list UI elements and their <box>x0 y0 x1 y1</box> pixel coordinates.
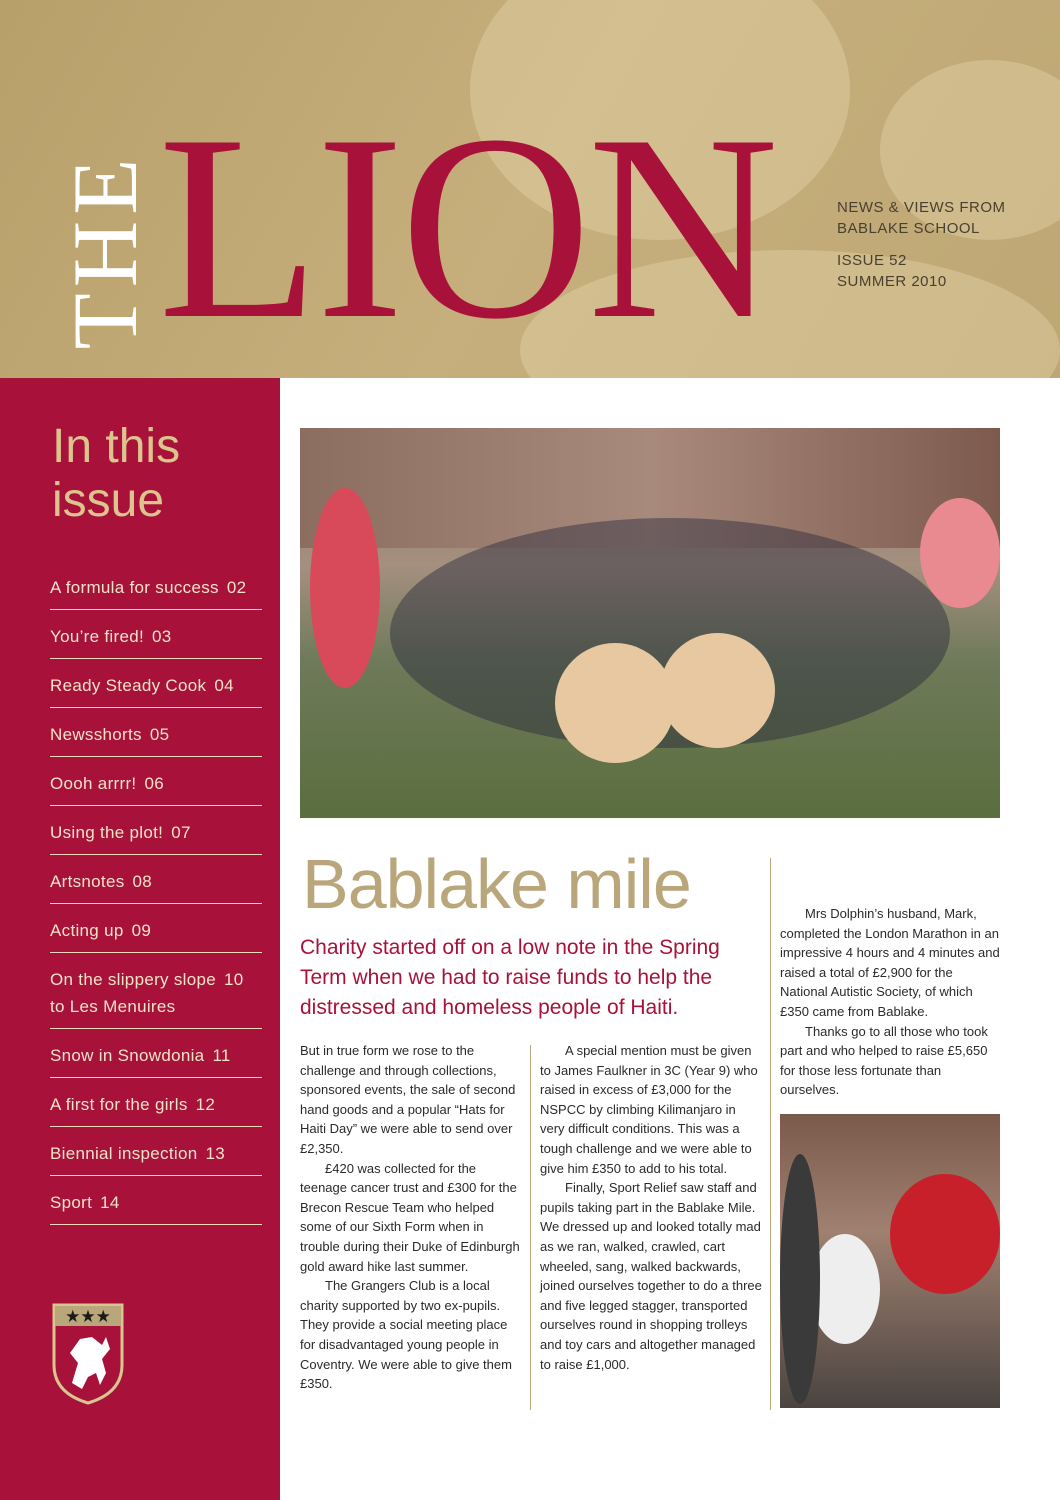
contents-item-label: Using the plot! <box>50 823 164 842</box>
school-crest-icon <box>52 1303 124 1405</box>
article-paragraph: But in true form we rose to the challenge and through collections, sponsored events, the sale of second hand goods and a popular “Hats for Haiti Day” we were able to send over £2,350. <box>300 1043 516 1156</box>
contents-item[interactable] <box>50 1187 262 1225</box>
contents-title <box>52 420 180 528</box>
issue-season: SUMMER 2010 <box>837 273 947 290</box>
contents-item-label: A first for the girls <box>50 1095 188 1114</box>
contents-item-label: Newsshorts <box>50 725 142 744</box>
contents-item-page: 02 <box>226 578 247 597</box>
contents-item-label: Ready Steady Cook <box>50 676 207 695</box>
contents-item-page: 07 <box>171 823 191 842</box>
contents-item-label: Biennial inspection <box>50 1144 198 1163</box>
contents-item-page: 09 <box>131 921 152 940</box>
contents-title-line2: issue <box>52 474 165 527</box>
contents-item-label: You’re fired! <box>50 627 144 646</box>
contents-item[interactable] <box>50 670 262 708</box>
masthead-the: THE <box>54 152 156 350</box>
contents-item-page: 03 <box>152 627 172 646</box>
contents-item-label: On the slippery slope <box>50 970 216 989</box>
column-divider <box>530 1045 531 1410</box>
contents-item-page: 14 <box>100 1193 120 1212</box>
contents-item-page: 06 <box>144 774 164 793</box>
contents-item-label: Artsnotes <box>50 872 125 891</box>
article-paragraph: A special mention must be given to James Faulkner in 3C (Year 9) who raised in excess of £3,000 for the NSPCC by climbing Kilimanjaro in very difficult conditions. This was a tough challenge and we were able to give him £350 to add to his total. <box>540 1043 758 1176</box>
svg-text:★★★: ★★★ <box>65 1307 111 1327</box>
contents-item-page: 12 <box>195 1095 216 1114</box>
contents-item[interactable] <box>50 866 262 904</box>
article-column-1 <box>300 1041 522 1394</box>
contents-item[interactable] <box>50 1089 262 1127</box>
contents-item-page: 10 <box>224 970 244 989</box>
contents-item[interactable] <box>50 572 262 610</box>
contents-item-label: Oooh arrrr! <box>50 774 137 793</box>
article-paragraph: Mrs Dolphin’s husband, Mark, completed the London Marathon in an impressive 4 hours and 4 minutes and raised a total of £2,900 for the National Autistic Society, of which £350 came from Bablake. <box>780 906 1000 1019</box>
contents-item[interactable] <box>50 915 262 953</box>
article-headline: Bablake mile <box>302 845 691 923</box>
contents-item[interactable] <box>50 1040 262 1078</box>
contents-item-label: Sport <box>50 1193 93 1212</box>
column-divider <box>770 858 771 1410</box>
contents-item-label: Snow in Snowdonia <box>50 1046 205 1065</box>
contents-item[interactable] <box>50 719 262 757</box>
article-paragraph: The Grangers Club is a local charity supported by two ex-pupils. They provide a social meeting place for disadvantaged young people in Coventry. We were able to give them £350. <box>300 1278 512 1392</box>
article-column-2 <box>540 1041 762 1374</box>
contents-item-label-line2: to Les Menuires <box>50 997 176 1016</box>
article-column-3 <box>780 904 1002 1100</box>
contents-item-page: 11 <box>212 1046 231 1065</box>
bablake-mile-group-photo <box>300 428 1000 818</box>
article-paragraph: £420 was collected for the teenage cancer trust and £300 for the Brecon Rescue Team who helped some of our Sixth Form when in trouble during their Duke of Edinburgh gold award hike last summer. <box>300 1160 520 1274</box>
contents-item-page: 08 <box>132 872 153 891</box>
contents-item[interactable] <box>50 1138 262 1176</box>
article-paragraph: Thanks go to all those who took part and who helped to raise £5,650 for those less fortunate than ourselves. <box>780 1023 988 1098</box>
contents-title-line1: In this <box>52 420 181 473</box>
masthead-title: LION <box>158 81 775 374</box>
contents-item-page: 04 <box>214 676 234 695</box>
contents-item[interactable] <box>50 768 262 806</box>
contents-item-page: 13 <box>205 1144 225 1163</box>
issue-number: ISSUE 52 <box>837 252 907 269</box>
tagline-1: NEWS & VIEWS FROM <box>837 199 1006 216</box>
contents-item[interactable] <box>50 964 262 1029</box>
contents-item[interactable] <box>50 817 262 855</box>
article-paragraph: Finally, Sport Relief saw staff and pupils taking part in the Bablake Mile. We dressed up and looked totally mad as we ran, walked, crawled, cart wheeled, sang, walked backwards, joined ourselves together to do a three and five legged stagger, transported ourselves round in shopping trolleys and toy cars and altogether managed to raise £1,000. <box>540 1180 762 1372</box>
contents-item-label: A formula for success <box>50 578 219 597</box>
masthead <box>0 0 1060 378</box>
contents-item-label: Acting up <box>50 921 124 940</box>
contents-item-page: 05 <box>149 725 170 744</box>
fancy-dress-runners-photo <box>780 1114 1000 1408</box>
contents-item[interactable] <box>50 621 262 659</box>
tagline-2: BABLAKE SCHOOL <box>837 220 980 237</box>
contents-list <box>50 572 262 1236</box>
article-standfirst: Charity started off on a low note in the Spring Term when we had to raise funds to help the distressed and homeless people of Haiti. <box>300 936 720 1019</box>
contents-sidebar <box>0 378 280 1500</box>
